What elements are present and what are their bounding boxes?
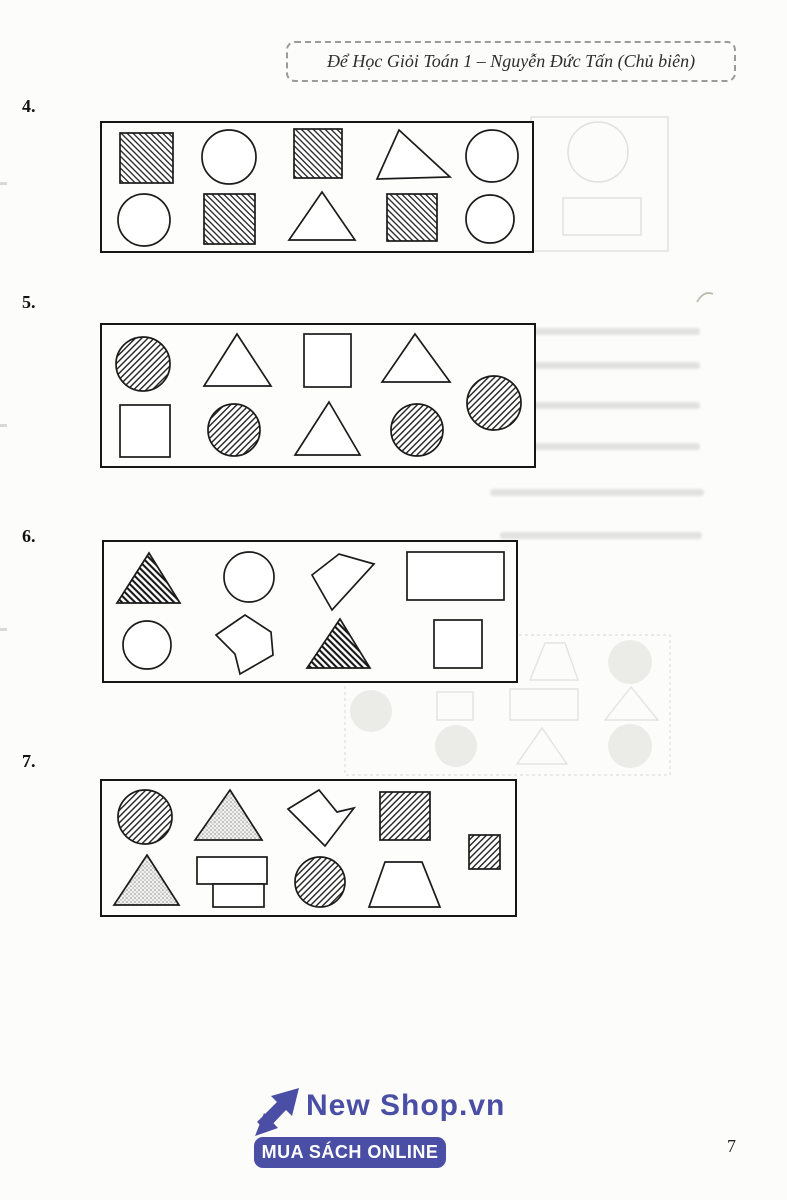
shape-polygon-hatch-back-bold [117, 553, 180, 603]
newshop-arrow-icon [252, 1086, 304, 1138]
newshop-tagline-badge [254, 1137, 446, 1168]
pen-mark [697, 293, 713, 302]
scan-edge-artifact [0, 424, 7, 427]
shape-circle-hatch-fwd [391, 404, 443, 456]
shape-polygon [369, 862, 440, 907]
shape-square-hatch-back [120, 133, 173, 183]
shape-polygon [382, 334, 450, 382]
exercise-7-shapes [102, 781, 515, 915]
shape-circle [224, 552, 274, 602]
exercise-5-box [100, 323, 536, 468]
exercise-5-number: 5. [22, 292, 36, 312]
exercise-6-box [102, 540, 518, 683]
showthrough-text-line [500, 532, 702, 539]
running-head [286, 41, 736, 82]
shape-square-hatch-fwd [380, 792, 430, 840]
showthrough-text-line [532, 328, 700, 335]
shape-polygon [204, 334, 271, 386]
shape-circle-hatch-fwd [116, 337, 170, 391]
shape-polygon-stipple [114, 855, 179, 905]
scan-edge-artifact [0, 628, 7, 631]
exercise-4-number: 4. [22, 96, 36, 116]
shape-polygon [377, 130, 450, 179]
shape-polygon [312, 554, 374, 610]
shape-circle-hatch-fwd [467, 376, 521, 430]
shape-square-hatch-back [387, 194, 437, 241]
shape-polygon-hatch-back-bold [307, 619, 370, 668]
exercise-7-number: 7. [22, 751, 36, 771]
shape-square [304, 334, 351, 387]
exercise-4-box [100, 121, 534, 253]
shape-circle-hatch-fwd [208, 404, 260, 456]
newshop-tagline-text: MUA SÁCH ONLINE [261, 1142, 439, 1162]
shape-circle [123, 621, 171, 669]
shape-polygon [289, 192, 355, 240]
shape-square [120, 405, 170, 457]
shape-polygon-stipple [195, 790, 262, 840]
showthrough-text-line [526, 362, 700, 369]
shape-polygon [216, 615, 273, 674]
exercise-4-shapes [102, 123, 532, 251]
shape-square-hatch-back [294, 129, 342, 178]
shape-circle [466, 195, 514, 243]
exercise-6-number: 6. [22, 526, 36, 546]
running-head-text: Để Học Giỏi Toán 1 – Nguyễn Đức Tấn (Chủ biên) [326, 51, 696, 71]
shape-circle-hatch-fwd [295, 857, 345, 907]
shape-circle [466, 130, 518, 182]
exercise-6-shapes [104, 542, 516, 681]
scan-edge-artifact [0, 182, 7, 185]
shape-rect [407, 552, 504, 600]
shape-polygon [295, 402, 360, 455]
shape-circle [118, 194, 170, 246]
newshop-logo-text: New Shop.vn [306, 1089, 506, 1122]
shape-rect [197, 857, 267, 884]
page-number: 7 [727, 1136, 736, 1156]
exercise-7-box [100, 779, 517, 917]
shape-rect [213, 884, 264, 907]
shape-square [434, 620, 482, 668]
shape-square-hatch-back [204, 194, 255, 244]
shape-polygon [288, 790, 354, 846]
showthrough-text-line [490, 489, 704, 496]
shape-square-hatch-fwd [469, 835, 500, 869]
shape-circle [202, 130, 256, 184]
exercise-5-shapes [102, 325, 534, 466]
shape-circle-hatch-fwd [118, 790, 172, 844]
